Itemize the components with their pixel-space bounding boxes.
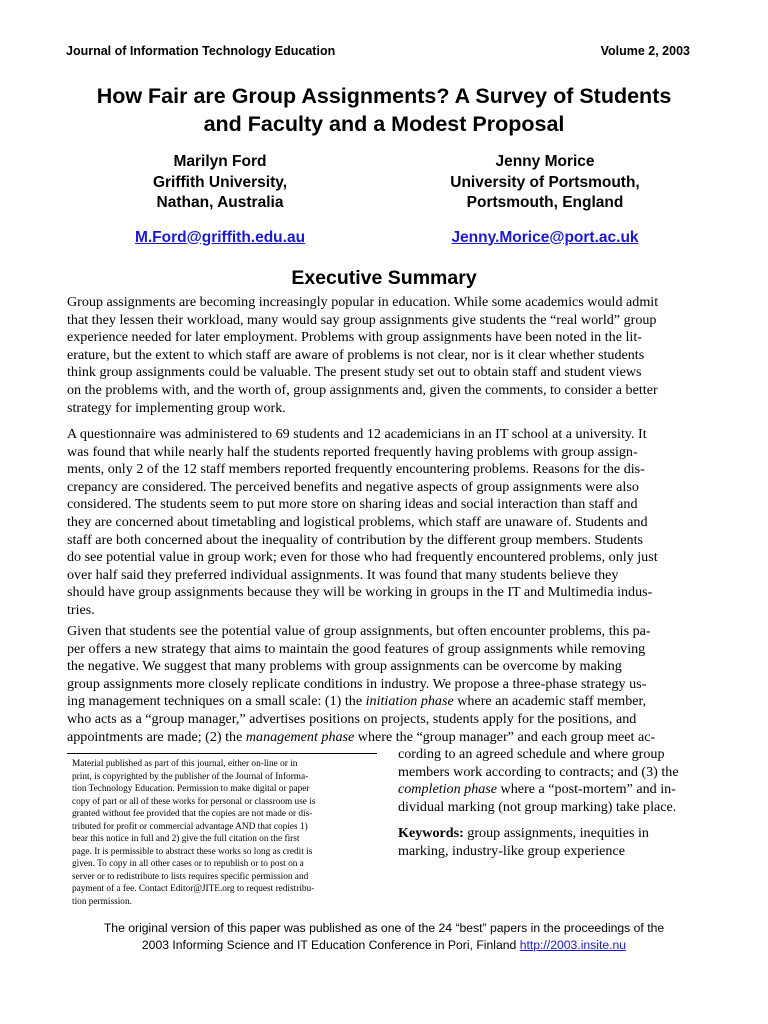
text-run: where the “group manager” and each group meet ac- <box>354 728 656 745</box>
footnote-line: copy of part or all of these works for personal or classroom use is <box>72 796 316 807</box>
footnote-line: print, is copyrighted by the publisher of the Journal of Informa- <box>72 771 309 782</box>
footnote-line: tion permission. <box>72 896 132 907</box>
footnote-divider <box>67 753 377 754</box>
volume-label: Volume 2, 2003 <box>600 44 690 58</box>
title-line-1: How Fair are Group Assignments? A Survey of Students <box>96 84 672 108</box>
text-line: Group assignments are becoming increasingly popular in education. While some academics would admit <box>67 294 659 310</box>
note-line: The original version of this paper was published as one of the 24 “best” papers in the proceedings of the <box>103 921 665 935</box>
text-run: ing management techniques on a small scale: (1) the <box>67 693 366 710</box>
paper-title <box>50 82 718 138</box>
text-line: A questionnaire was administered to 69 students and 12 academicians in an IT school at a university. It <box>67 426 647 442</box>
footnote-line: bear this notice in full and 2) give the full citation on the first <box>72 834 300 844</box>
text-line: who acts as a “group manager,” advertises positions on projects, students apply for the positions, and <box>67 710 637 727</box>
text-line: group assignments more closely replicate conditions in industry. We propose a three-phase strategy us- <box>67 675 647 692</box>
author-affiliation: University of Portsmouth, <box>450 173 640 191</box>
text-line: over half said they preferred individual assignments. It was found that many students believe they <box>67 566 619 583</box>
author-name: Marilyn Ford <box>173 153 267 170</box>
footnote-line: given. To copy in all other cases or to republish or to post on a <box>72 859 304 869</box>
keywords-text: group assignments, inequities in <box>463 825 649 842</box>
text-line: strategy for implementing group work. <box>67 399 286 416</box>
author-email-link[interactable]: M.Ford@griffith.edu.au <box>134 228 306 246</box>
publication-note <box>50 920 718 953</box>
text-line: considered. The students seem to put more store on sharing ideas and social interaction than staff and <box>67 496 638 513</box>
conference-url-link[interactable]: http://2003.insite.nu <box>519 937 627 952</box>
text-line: tries. <box>67 601 95 618</box>
text-line <box>398 781 708 799</box>
journal-name: Journal of Information Technology Education <box>66 44 336 58</box>
author-location: Portsmouth, England <box>466 194 624 211</box>
author-affiliation: Griffith University, <box>152 173 288 191</box>
text-run: appointments are made; (2) the <box>67 728 246 745</box>
emphasis-completion-phase: completion phase <box>398 781 498 798</box>
note-line-2 <box>50 937 718 954</box>
text-line: think group assignments could be valuable. The present study set out to obtain staff and student views <box>67 364 642 381</box>
footnote-line: tributed for profit or commercial advantage AND that copies 1) <box>72 821 308 832</box>
footnote-line: granted without fee provided that the copies are not made or dis- <box>72 809 313 819</box>
author-name: Jenny Morice <box>495 153 595 170</box>
text-line: the negative. We suggest that many problems with group assignments can be overcome by making <box>67 658 622 675</box>
keywords <box>398 825 708 860</box>
note-text: 2003 Informing Science and IT Education Conference in Pori, Finland <box>141 937 520 952</box>
summary-wrap-column <box>398 746 708 861</box>
text-line: dividual marking (not group marking) take place. <box>398 798 677 815</box>
text-run: where an academic staff member, <box>453 693 647 710</box>
emphasis-management-phase: management phase <box>245 728 355 745</box>
text-line <box>67 729 702 747</box>
summary-paragraph-2 <box>67 426 702 620</box>
author-block-1 <box>80 152 360 248</box>
text-line: cording to an agreed schedule and where group <box>398 746 665 762</box>
text-line: ments, only 2 of the 12 staff members reported frequently encountering problems. Reasons for the dis- <box>67 461 645 478</box>
text-line: members work according to contracts; and (3) the <box>398 763 679 780</box>
text-line: erature, but the extent to which staff are aware of problems is not clear, nor is it clear whether students <box>67 346 645 363</box>
keywords-label: Keywords: <box>398 825 464 842</box>
text-line: should have group assignments because they will be working in groups in the IT and Multimedia indus- <box>67 584 653 601</box>
footnote-line: page. It is permissible to abstract these works so long as credit is <box>72 846 313 857</box>
text-line <box>398 825 708 843</box>
text-line: experience needed for later employment. Problems with group assignments have been noted in the lit- <box>67 329 642 346</box>
section-heading: Executive Summary <box>291 267 477 289</box>
text-line: do see potential value in group work; even for those who had frequently encountered problems, only just <box>67 549 658 566</box>
footnote-line: Material published as part of this journal, either on-line or in <box>72 759 298 769</box>
footnote-line: server or to redistribute to lists requires specific permission and <box>72 871 309 882</box>
copyright-footnote <box>72 758 382 908</box>
text-line: staff are both concerned about the inequality of contribution by the different group members. Students <box>67 531 643 548</box>
summary-paragraph-3 <box>67 623 702 746</box>
author-block-2 <box>405 152 685 248</box>
running-head <box>66 44 690 58</box>
footnote-line: tion Technology Education. Permission to make digital or paper <box>72 784 310 794</box>
footnote-line: payment of a fee. Contact Editor@JITE.org to request redistribu- <box>72 884 315 894</box>
text-line: per offers a new strategy that aims to maintain the good features of group assignments while removing <box>67 640 646 657</box>
text-line: they are concerned about timetabling and logistical problems, which staff are unaware of. Students and <box>67 513 648 530</box>
text-line: Given that students see the potential value of group assignments, but often encounter problems, this pa- <box>67 623 651 639</box>
summary-paragraph-1 <box>67 294 702 417</box>
author-location: Nathan, Australia <box>156 194 284 211</box>
emphasis-initiation-phase: initiation phase <box>365 693 454 710</box>
text-run: where a “post-mortem” and in- <box>497 781 676 798</box>
text-line: that they lessen their workload, many would say group assignments give students the “real world” group <box>67 311 657 328</box>
author-email-link[interactable]: Jenny.Morice@port.ac.uk <box>451 228 639 246</box>
text-line: crepancy are considered. The perceived benefits and negative aspects of group assignments were also <box>67 478 639 495</box>
text-line: on the problems with, and the worth of, group assignments and, given the comments, to consider a better <box>67 381 658 398</box>
keywords-text: marking, industry-like group experience <box>398 842 625 859</box>
title-line-2: and Faculty and a Modest Proposal <box>203 112 565 136</box>
text-line <box>67 693 702 711</box>
text-line: was found that while nearly half the students reported frequently having problems with group assign- <box>67 443 638 460</box>
